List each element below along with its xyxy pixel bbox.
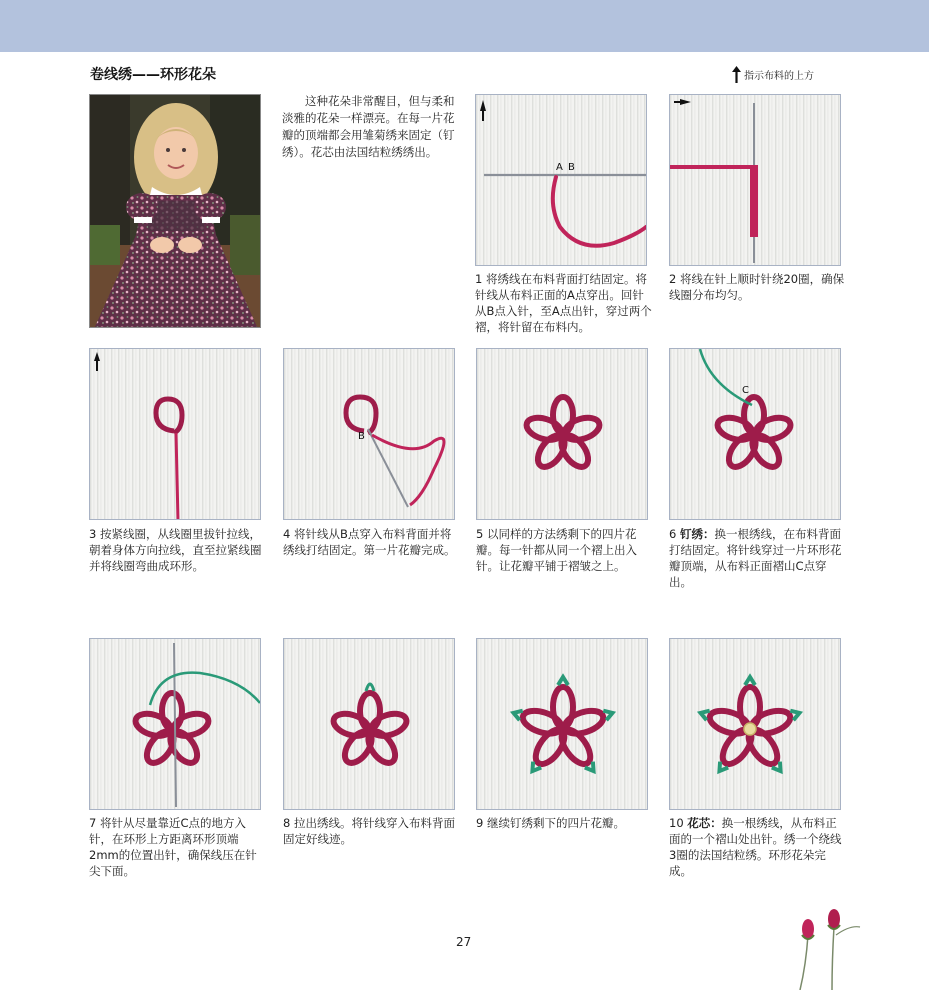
step-4-text: 将针线从B点穿入布料背面并将绣线打结固定。第一片花瓣完成。 bbox=[283, 527, 456, 557]
step-5-number: 5 bbox=[476, 527, 484, 541]
label-b-step4: B bbox=[358, 431, 365, 442]
step-2-image bbox=[669, 94, 841, 266]
step-4-number: 4 bbox=[283, 527, 291, 541]
page-title: 卷线绣——环形花朵 bbox=[90, 67, 216, 83]
step-9-image bbox=[476, 638, 648, 810]
rosebud-decoration bbox=[792, 905, 862, 990]
step-10-image bbox=[669, 638, 841, 810]
direction-note bbox=[732, 66, 814, 83]
step-2-caption bbox=[669, 271, 847, 303]
header-band bbox=[0, 0, 929, 52]
step-7-text: 将针从尽量靠近C点的地方入针，在环形上方距离环形顶端2mm的位置出针，确保线压在针尖下面。 bbox=[89, 816, 257, 878]
step-7-number: 7 bbox=[89, 816, 97, 830]
direction-note-text: 指示布料的上方 bbox=[744, 71, 814, 82]
step-8-caption bbox=[283, 815, 461, 847]
girl-photo bbox=[89, 94, 261, 328]
step-10-number: 10 bbox=[669, 816, 684, 830]
label-c: C bbox=[742, 385, 749, 396]
step-6-number: 6 bbox=[669, 527, 677, 541]
step-10-caption bbox=[669, 815, 847, 879]
label-a: A bbox=[556, 162, 563, 173]
step-7-image bbox=[89, 638, 261, 810]
step-9-caption bbox=[476, 815, 654, 831]
step-2-text: 将线在针上顺时针绕20圈，确保线圈分布均匀。 bbox=[669, 272, 845, 302]
step-1-text: 将绣线在布料背面打结固定。将针线从布料正面的A点穿出。回针从B点入针，至A点出针，穿过两个褶，将针留在布料内。 bbox=[475, 272, 652, 334]
step-4-image bbox=[283, 348, 455, 520]
step-8-number: 8 bbox=[283, 816, 291, 830]
step-5-image bbox=[476, 348, 648, 520]
step-6-caption bbox=[669, 526, 847, 590]
step-6-image bbox=[669, 348, 841, 520]
step-3-image bbox=[89, 348, 261, 520]
step-1-image bbox=[475, 94, 647, 266]
step-10-text: 换一根绣线，从布料正面的一个褶山处出针。绣一个绕线3圈的法国结粒绣。环形花朵完成。 bbox=[669, 816, 842, 878]
step-1-caption bbox=[475, 271, 653, 335]
label-b: B bbox=[568, 162, 575, 173]
page-number: 27 bbox=[456, 935, 472, 949]
step-2-number: 2 bbox=[669, 272, 677, 286]
step-8-image bbox=[283, 638, 455, 810]
step-7-caption bbox=[89, 815, 267, 879]
step-4-caption bbox=[283, 526, 461, 558]
step-6-text: 换一根绣线，在布料背面打结固定。将针线穿过一片环形花瓣顶端，从布料正面褶山C点穿出。 bbox=[669, 527, 842, 589]
step-9-text: 继续钉绣剩下的四片花瓣。 bbox=[486, 816, 625, 830]
step-3-caption bbox=[89, 526, 267, 574]
step-5-caption bbox=[476, 526, 654, 574]
step-5-text: 以同样的方法绣剩下的四片花瓣。每一针都从同一个褶上出入针。让花瓣平铺于褶皱之上。 bbox=[476, 527, 637, 573]
step-3-number: 3 bbox=[89, 527, 97, 541]
step-3-text: 按紧线圈，从线圈里拔针拉线，朝着身体方向拉线，直至拉紧线圈并将线圈弯曲成环形。 bbox=[89, 527, 262, 573]
intro-text: 这种花朵非常醒目，但与柔和淡雅的花朵一样漂亮。在每一片花瓣的顶端都会用雏菊绣来固定（钉绣）。花芯由法国结粒绣绣出。 bbox=[282, 94, 455, 159]
step-9-number: 9 bbox=[476, 816, 484, 830]
step-8-text: 拉出绣线。将针线穿入布料背面固定好线迹。 bbox=[283, 816, 455, 846]
step-6-bold: 钉绣： bbox=[679, 527, 715, 541]
step-10-bold: 花芯： bbox=[687, 816, 722, 830]
step-1-number: 1 bbox=[475, 272, 483, 286]
up-arrow-icon bbox=[732, 66, 741, 83]
